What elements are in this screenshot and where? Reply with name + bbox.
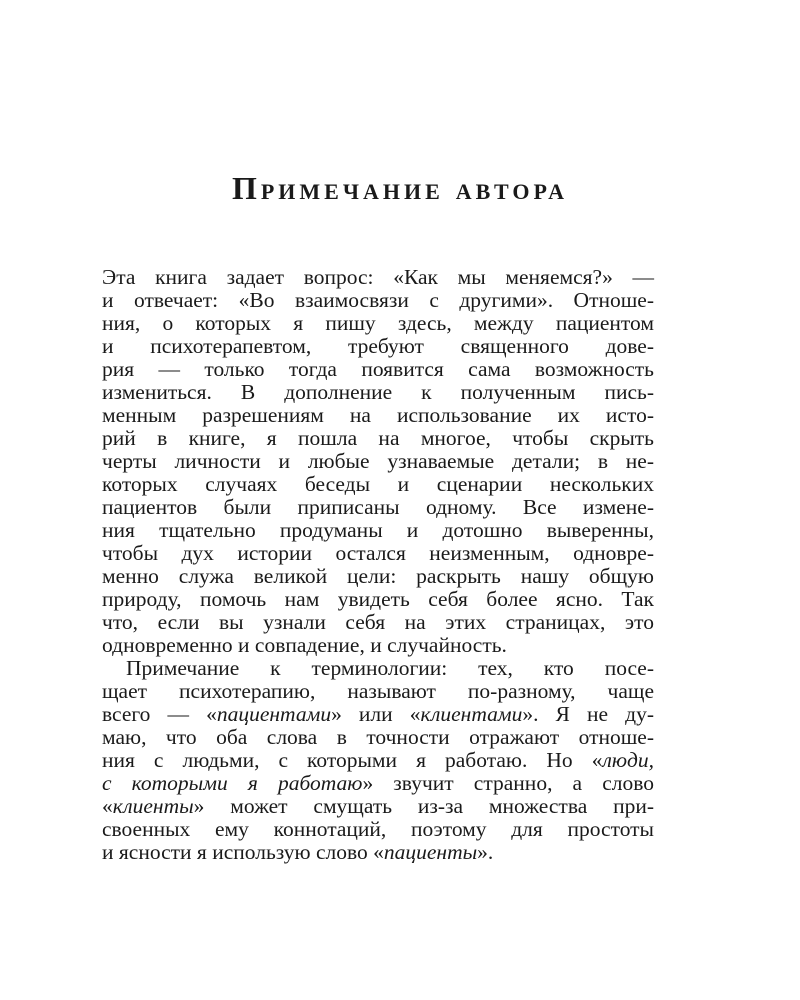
text-line: рий в книге, я пошла на многое, чтобы скрыть [102,426,654,450]
italic-term: с которыми я работаю [102,771,363,795]
text-line: менно служа великой цели: раскрыть нашу общую [102,564,654,588]
text-line: измениться. В дополнение к полученным пись- [102,380,654,404]
text-line [102,795,654,818]
text-line [102,703,654,726]
text-run: и ясности я использую слово « [102,840,384,864]
paragraph-2 [102,657,654,864]
text-line: менным разрешениям на использование их исто- [102,403,654,427]
italic-term: клиентами [420,702,523,726]
text-line: Примечание к терминологии: тех, кто посе- [126,656,654,680]
italic-term: пациенты [383,840,478,864]
text-line: ния тщательно продуманы и дотошно выверенны, [102,518,654,542]
italic-term: пациентами [216,702,332,726]
text-line [102,749,654,772]
italic-term: люди, [602,748,654,772]
text-line: Эта книга задает вопрос: «Как мы меняемся?» — [102,265,654,289]
text-line: чтобы дух истории остался неизменным, одновре- [102,541,654,565]
text-run: ». Я не ду- [522,702,654,726]
text-run: » или « [331,702,421,726]
italic-term: клиенты [112,794,194,818]
text-line [102,772,654,795]
page-title: Примечание автора [231,170,569,206]
paragraph-1 [102,266,654,657]
text-run: » звучит странно, а слово [362,771,655,795]
text-line: своенных ему коннотаций, поэтому для простоты [102,817,654,841]
text-line: что, если вы узнали себя на этих страницах, это [102,610,654,634]
text-run: « [102,794,113,818]
text-run: всего — « [102,702,217,726]
text-line: одновременно и совпадение, и случайность. [102,633,507,657]
text-line: и психотерапевтом, требуют священного дове- [102,334,654,358]
text-line: рия — только тогда появится сама возможность [102,357,654,381]
text-line: которых случаях беседы и сценарии нескольких [102,472,654,496]
text-line: и отвечает: «Во взаимосвязи с другими». Отноше- [102,288,654,312]
text-line: черты личности и любые узнаваемые детали; в не- [102,449,654,473]
text-run: ния с людьми, с которыми я работаю. Но « [102,748,603,772]
text-line: маю, что оба слова в точности отражают отноше- [102,725,654,749]
text-run: » может смущать из-за множества при- [193,794,654,818]
text-line: щает психотерапию, называют по-разному, чаще [102,679,654,703]
text-line: пациентов были приписаны одному. Все измене- [102,495,654,519]
text-run: ». [477,840,494,864]
text-line: ния, о которых я пишу здесь, между пациентом [102,311,654,335]
text-line [102,841,654,864]
body-text [102,266,654,864]
text-line: природу, помочь нам увидеть себя более ясно. Так [102,587,654,611]
